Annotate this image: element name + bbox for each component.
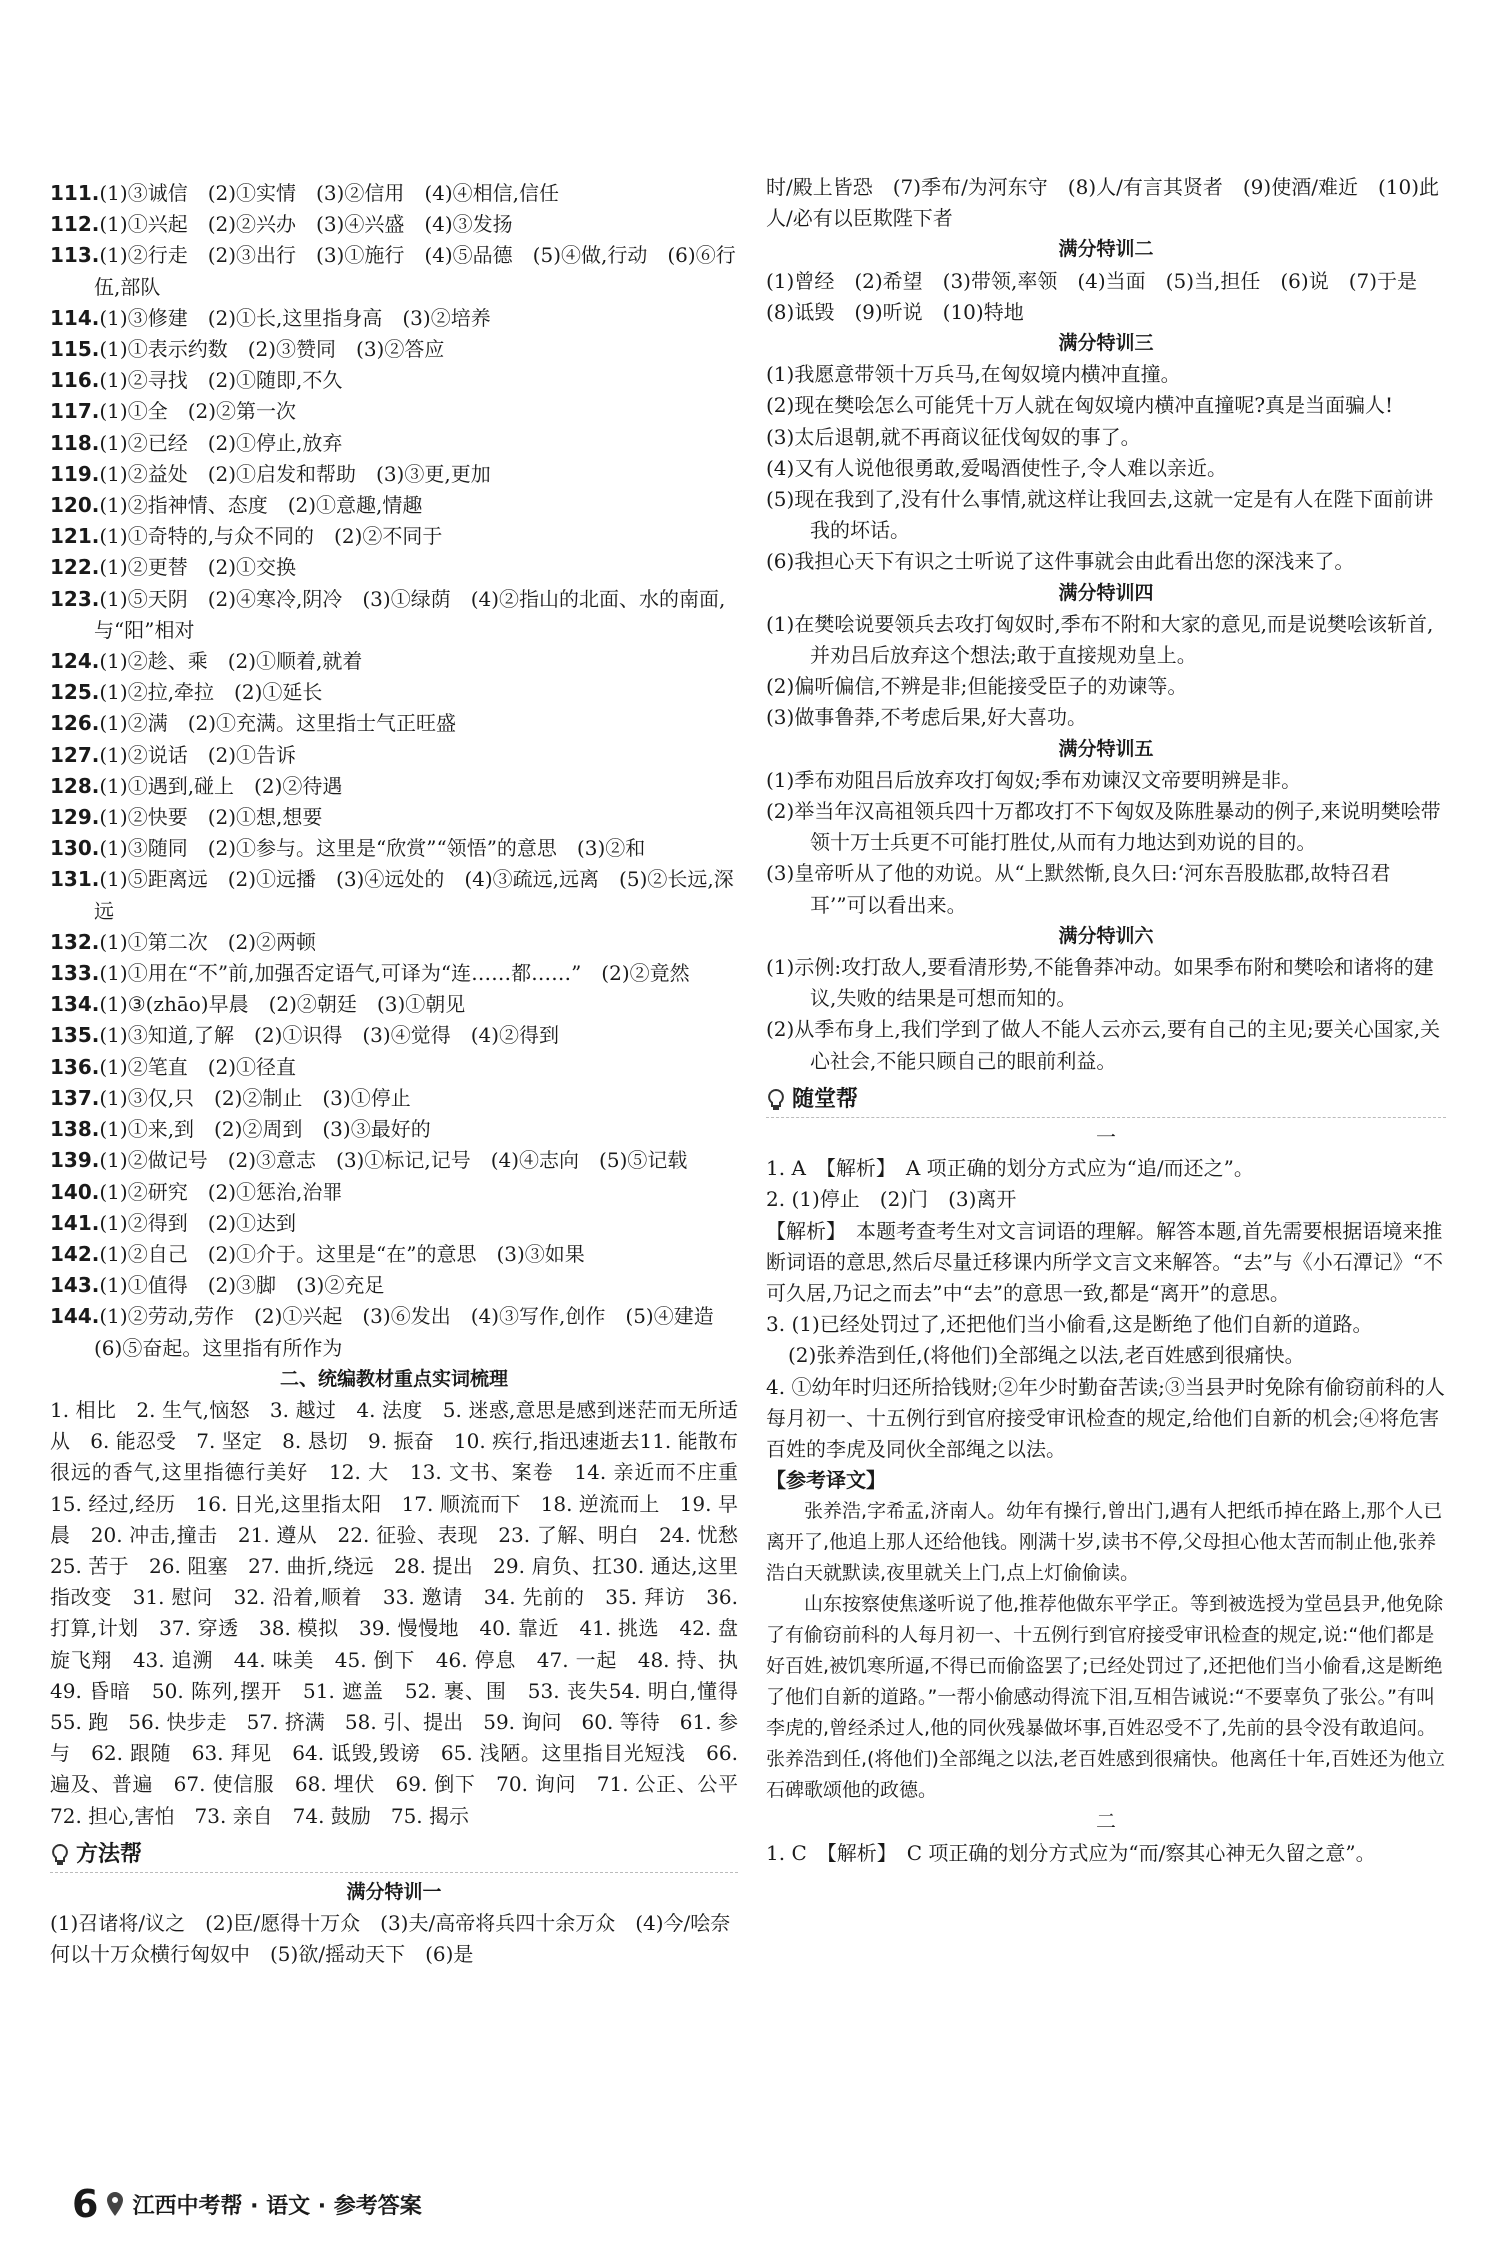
answer-item: [50, 178, 738, 209]
answer-text: (1)②拉,牵拉 (2)①延长: [99, 680, 323, 705]
mf4-title: 满分特训四: [1058, 581, 1154, 604]
answer-number: 138.: [50, 1117, 100, 1142]
answer-item: [50, 334, 738, 365]
answer-number: 113.: [50, 243, 100, 268]
answer-number: 119.: [50, 461, 100, 486]
question-1: 1. A 【解析】 A 项正确的划分方式应为“追/而还之”。: [766, 1156, 1254, 1181]
answer-number: 114.: [50, 305, 100, 330]
question-3a: 3. (1)已经处罚过了,还把他们当小偷看,这是断绝了他们自新的道路。: [766, 1312, 1373, 1337]
answer-item: [50, 428, 738, 459]
answer-item: [50, 708, 738, 739]
answer-text: (1)③修建 (2)①长,这里指身高 (3)②培养: [99, 305, 491, 330]
mf3-item: (3)太后退朝,就不再商议征伐匈奴的事了。: [766, 424, 1141, 449]
answer-item: [50, 1177, 738, 1208]
question-2: 2. (1)停止 (2)门 (3)离开: [766, 1187, 1017, 1212]
question-4: 4. ①幼年时归还所拾钱财;②年少时勤奋苦读;③当县尹时免除有偷窃前科的人每月初一、十五例行到官府接受审讯检查的规定,给他们自新的机会;④将危害百姓的李虎及同伙全部绳之以法。: [766, 1374, 1445, 1461]
answer-number: 121.: [50, 524, 100, 549]
answer-item: [50, 958, 738, 989]
mf1-text: (1)召诸将/议之 (2)臣/愿得十万众 (3)夫/高帝将兵四十余万众 (4)今/哙奈何以十万众横行匈奴中 (5)欲/摇动天下 (6)是: [50, 1910, 731, 1967]
answer-number: 128.: [50, 773, 100, 798]
answer-number: 116.: [50, 368, 100, 393]
answer-item: [50, 802, 738, 833]
answer-number: 140.: [50, 1179, 100, 1204]
map-pin-icon: [106, 2191, 124, 2217]
answer-number: 132.: [50, 929, 100, 954]
answer-item: [50, 927, 738, 958]
footer-text: 江西中考帮 · 语文 · 参考答案: [132, 2193, 422, 2219]
answer-text: (1)②劳动,劳作 (2)①兴起 (3)⑥发出 (4)③写作,创作 (5)④建造 (6)⑤奋起。这里指有所作为: [94, 1304, 734, 1360]
answer-text: (1)③知道,了解 (2)①识得 (3)④觉得 (4)②得到: [99, 1023, 560, 1048]
fangfa-header: [50, 1838, 738, 1873]
answer-text: (1)①全 (2)②第一次: [99, 399, 297, 424]
answer-text: (1)②指神情、态度 (2)①意趣,情趣: [99, 493, 423, 518]
section-2-title: 二、统编教材重点实词梳理: [279, 1367, 508, 1390]
answer-number: 129.: [50, 805, 100, 830]
part-two-marker: 二: [1096, 1809, 1116, 1834]
answer-item: [50, 1301, 738, 1363]
answer-text: (1)②自己 (2)①介于。这里是“在”的意思 (3)③如果: [99, 1241, 585, 1266]
lightbulb-icon: [766, 1088, 786, 1112]
answer-item: [50, 209, 738, 240]
left-column: [50, 178, 758, 1970]
answer-list: [50, 178, 738, 1364]
answer-item: [50, 1052, 738, 1083]
answer-item: [50, 771, 738, 802]
answer-text: (1)③(zhāo)早晨 (2)②朝廷 (3)①朝见: [99, 992, 466, 1017]
answer-number: 120.: [50, 493, 100, 518]
answer-number: 135.: [50, 1023, 100, 1048]
answer-number: 126.: [50, 711, 100, 736]
answer-item: [50, 521, 738, 552]
answer-text: (1)⑤天阴 (2)④寒冷,阴冷 (3)①绿荫 (4)②指山的北面、水的南面,与“阳”相对: [94, 586, 726, 642]
question-3b: (2)张养浩到任,(将他们)全部绳之以法,老百姓感到很痛快。: [788, 1343, 1305, 1368]
mf6-item: (1)示例:攻打敌人,要看清形势,不能鲁莽冲动。如果季布附和樊哙和诸将的建议,失败的结果是可想而知的。: [766, 955, 1434, 1011]
answer-text: (1)②益处 (2)①启发和帮助 (3)③更,更加: [99, 461, 491, 486]
mf3-item: (2)现在樊哙怎么可能凭十万人就在匈奴境内横冲直撞呢?真是当面骗人!: [766, 393, 1394, 418]
answer-item: [50, 240, 738, 302]
answer-item: [50, 459, 738, 490]
mf4-item: (3)做事鲁莽,不考虑后果,好大喜功。: [766, 705, 1088, 730]
answer-number: 124.: [50, 649, 100, 674]
answer-item: [50, 677, 738, 708]
mf5-list: [766, 765, 1446, 921]
mf5-item: (2)举当年汉高祖领兵四十万都攻打不下匈奴及陈胜暴动的例子,来说明樊哙带领十万士兵更不可能打胜仗,从而有力地达到劝说的目的。: [766, 799, 1441, 855]
answer-item: [50, 303, 738, 334]
mf3-item: (5)现在我到了,没有什么事情,就这样让我回去,这就一定是有人在陛下面前讲我的坏话。: [766, 487, 1434, 543]
answer-text: (1)②寻找 (2)①随即,不久: [99, 368, 343, 393]
answer-number: 134.: [50, 992, 100, 1017]
answer-text: (1)①用在“不”前,加强否定语气,可译为“连……都……” (2)②竟然: [99, 961, 690, 986]
answer-item: [50, 1145, 738, 1176]
answer-text: (1)①兴起 (2)②兴办 (3)④兴盛 (4)③发扬: [99, 212, 513, 237]
mf4-item: (1)在樊哙说要领兵去攻打匈奴时,季布不附和大家的意见,而是说樊哙该斩首,并劝吕后放弃这个想法;敢于直接规劝皇上。: [766, 611, 1434, 668]
answer-item: [50, 396, 738, 427]
answer-number: 137.: [50, 1085, 100, 1110]
answer-item: [50, 740, 738, 771]
mf2-text: (1)曾经 (2)希望 (3)带领,率领 (4)当面 (5)当,担任 (6)说 (7)于是 (8)诋毁 (9)听说 (10)特地: [766, 268, 1438, 324]
answer-number: 136.: [50, 1054, 100, 1079]
answer-text: (1)②趁、乘 (2)①顺着,就着: [99, 649, 363, 674]
answer-text: (1)①遇到,碰上 (2)②待遇: [99, 773, 343, 798]
answer-item: [50, 552, 738, 583]
mf3-item: (1)我愿意带领十万兵马,在匈奴境内横冲直撞。: [766, 362, 1181, 387]
mf1-title: 满分特训一: [346, 1880, 442, 1903]
page-footer: [72, 2182, 422, 2226]
answer-text: (1)①来,到 (2)②周到 (3)③最好的: [99, 1117, 431, 1142]
answer-text: (1)①值得 (2)③脚 (3)②充足: [99, 1273, 385, 1298]
vocab-answers: 1. 相比 2. 生气,恼怒 3. 越过 4. 法度 5. 迷惑,意思是感到迷茫而无所适从 6. 能忍受 7. 坚定 8. 恳切 9. 振奋 10. 疾行,指迅速逝去11. 能散布很远的香气,这里指德行美好 12. 大 13. 文书、案卷 14. 亲近而不庄重 15. 经过,经历 16. 日光,这里指太阳 17. 顺流而下 18. 逆流而上 19. 早晨 20. 冲击,撞击 21. 遵从 22. 征验、表现 23. 了解、明白 24. 忧愁 25. 苦于 26. 阻塞 27. 曲折,绕远 28. 提出 29. 肩负、扛30. 通达,这里指改变 31. 慰问 32. 沿着,顺着 33. 邀请 34. 先前的 35. 拜访 36. 打算,计划 37. 穿透 38. 模拟 39. 慢慢地 40. 靠近 41. 挑选 42. 盘旋飞翔 43. 追溯 44. 味美 45. 倒下 46. 停息 47. 一起 48. 持、执 49. 昏暗 50. 陈列,摆开 51. 遮盖 52. 裹、围 53. 丧失54. 明白,懂得 55. 跑 56. 快步走 57. 挤满 58. 引、提出 59. 询问 60. 等待 61. 参与 62. 跟随 63. 拜见 64. 诋毁,毁谤 65. 浅陋。这里指目光短浅 66. 遍及、普遍 67. 使信服 68. 埋伏 69. 倒下 70. 询问 71. 公正、公平 72. 担心,害怕 73. 亲自 74. 鼓励 75. 揭示: [50, 1397, 758, 1828]
answer-item: [50, 1083, 738, 1114]
mf1-continued: 时/殿上皆恐 (7)季布/为河东守 (8)人/有言其贤者 (9)使酒/难近 (10)此人/必有以臣欺陛下者: [766, 175, 1439, 231]
mf5-title: 满分特训五: [1058, 737, 1154, 760]
answer-item: [50, 365, 738, 396]
mf6-list: [766, 952, 1446, 1077]
mf5-item: (1)季布劝阻吕后放弃攻打匈奴;季布劝谏汉文帝要明辨是非。: [766, 767, 1302, 792]
mf4-item: (2)偏听偏信,不辨是非;但能接受臣子的劝谏等。: [766, 674, 1188, 699]
mf6-title: 满分特训六: [1058, 924, 1154, 947]
answer-text: (1)①奇特的,与众不同的 (2)②不同于: [99, 524, 443, 549]
answer-number: 125.: [50, 680, 100, 705]
answer-number: 123.: [50, 586, 100, 611]
page-number: 6: [72, 2182, 99, 2226]
mf5-item: (3)皇帝听从了他的劝说。从“上默然惭,良久曰:‘河东吾股肱郡,故特召君耳’”可以看出来。: [766, 861, 1391, 917]
answer-item: [50, 1208, 738, 1239]
answer-item: [50, 490, 738, 521]
answer-text: (1)②笔直 (2)①径直: [99, 1054, 297, 1079]
lightbulb-icon: [50, 1843, 70, 1867]
answer-number: 127.: [50, 742, 100, 767]
fangfa-label: 方法帮: [76, 1841, 143, 1867]
answer-number: 143.: [50, 1273, 100, 1298]
answer-text: (1)③随同 (2)①参与。这里是“欣赏”“领悟”的意思 (3)②和: [99, 836, 646, 861]
answer-item: [50, 1270, 738, 1301]
right-column: [766, 172, 1446, 1869]
part2-question-1: 1. C 【解析】 C 项正确的划分方式应为“而/察其心神无久留之意”。: [766, 1840, 1376, 1865]
mf3-list: [766, 359, 1446, 577]
answer-number: 133.: [50, 961, 100, 986]
answer-number: 115.: [50, 337, 100, 362]
mf3-item: (6)我担心天下有识之士听说了这件事就会由此看出您的深浅来了。: [766, 549, 1355, 574]
suitang-header: [766, 1083, 1446, 1118]
answer-item: [50, 1114, 738, 1145]
answer-text: (1)⑤距离远 (2)①远播 (3)④远处的 (4)③疏远,远离 (5)②长远,深远: [94, 867, 734, 923]
answer-text: (1)①第二次 (2)②两顿: [99, 929, 317, 954]
answer-item: [50, 1020, 738, 1051]
mf6-item: (2)从季布身上,我们学到了做人不能人云亦云,要有自己的主见;要关心国家,关心社会,不能只顾自己的眼前利益。: [766, 1017, 1441, 1073]
answer-text: (1)②说话 (2)①告诉: [99, 742, 297, 767]
answer-number: 111.: [50, 181, 100, 205]
answer-text: (1)②更替 (2)①交换: [99, 555, 297, 580]
answer-number: 118.: [50, 430, 100, 455]
reference-translation-label: 【参考译文】: [766, 1468, 886, 1493]
question-2-analysis: 【解析】 本题考查考生对文言词语的理解。解答本题,首先需要根据语境来推断词语的意思,然后尽量迁移课内所学文言文来解答。“去”与《小石潭记》“不可久居,乃记之而去”中“去”的意思一致,都是“离开”的意思。: [766, 1218, 1444, 1305]
answer-number: 141.: [50, 1210, 100, 1235]
answer-text: (1)②已经 (2)①停止,放弃: [99, 430, 343, 455]
suitang-label: 随堂帮: [792, 1086, 859, 1112]
answer-text: (1)②得到 (2)①达到: [99, 1210, 297, 1235]
answer-text: (1)②满 (2)①充满。这里指士气正旺盛: [99, 711, 457, 736]
translation-paragraph-1: 张养浩,字希孟,济南人。幼年有操行,曾出门,遇有人把纸币掉在路上,那个人已离开了,他追上那人还给他钱。刚满十岁,读书不停,父母担心他太苦而制止他,张养浩白天就默读,夜里就关上门,点上灯偷偷读。: [766, 1500, 1443, 1585]
answer-number: 144.: [50, 1304, 100, 1329]
answer-number: 139.: [50, 1148, 100, 1173]
mf4-list: [766, 609, 1446, 734]
answer-item: [50, 833, 738, 864]
translation-paragraph-2: 山东按察使焦遂听说了他,推荐他做东平学正。等到被选授为堂邑县尹,他免除了有偷窃前科的人每月初一、十五例行到官府接受审讯检查的规定,说:“他们都是好百姓,被饥寒所逼,不得已而偷盗罢了;已经处罚过了,还把他们当小偷看,这是断绝了他们自新的道路。”一帮小偷感动得流下泪,互相告诫说:“不要辜负了张公。”有叫李虎的,曾经杀过人,他的同伙残暴做坏事,百姓忍受不了,先前的县令没有敢追问。张养浩到任,(将他们)全部绳之以法,老百姓感到很痛快。他离任十年,百姓还为他立石碑歌颂他的政德。: [766, 1593, 1445, 1802]
answer-item: [50, 1239, 738, 1270]
part-one-marker: 一: [1096, 1124, 1116, 1149]
answer-text: (1)②行走 (2)③出行 (3)①施行 (4)⑤品德 (5)④做,行动 (6)⑥行伍,部队: [94, 243, 736, 299]
answer-text: (1)③诚信 (2)①实情 (3)②信用 (4)④相信,信任: [99, 181, 560, 205]
answer-text: (1)②做记号 (2)③意志 (3)①标记,记号 (4)④志向 (5)⑤记载: [99, 1148, 688, 1173]
mf2-title: 满分特训二: [1058, 238, 1154, 261]
answer-number: 112.: [50, 212, 100, 237]
answer-number: 122.: [50, 555, 100, 580]
answer-text: (1)①表示约数 (2)③赞同 (3)②答应: [99, 337, 445, 362]
answer-item: [50, 989, 738, 1020]
mf3-title: 满分特训三: [1058, 332, 1154, 355]
answer-number: 130.: [50, 836, 100, 861]
answer-text: (1)②研究 (2)①惩治,治罪: [99, 1179, 343, 1204]
answer-item: [50, 584, 738, 646]
answer-text: (1)②快要 (2)①想,想要: [99, 805, 323, 830]
answer-number: 142.: [50, 1241, 100, 1266]
answer-text: (1)③仅,只 (2)②制止 (3)①停止: [99, 1085, 411, 1110]
answer-number: 117.: [50, 399, 100, 424]
answer-item: [50, 646, 738, 677]
answer-number: 131.: [50, 867, 100, 892]
answer-item: [50, 864, 738, 926]
mf3-item: (4)又有人说他很勇敢,爱喝酒使性子,令人难以亲近。: [766, 455, 1228, 480]
